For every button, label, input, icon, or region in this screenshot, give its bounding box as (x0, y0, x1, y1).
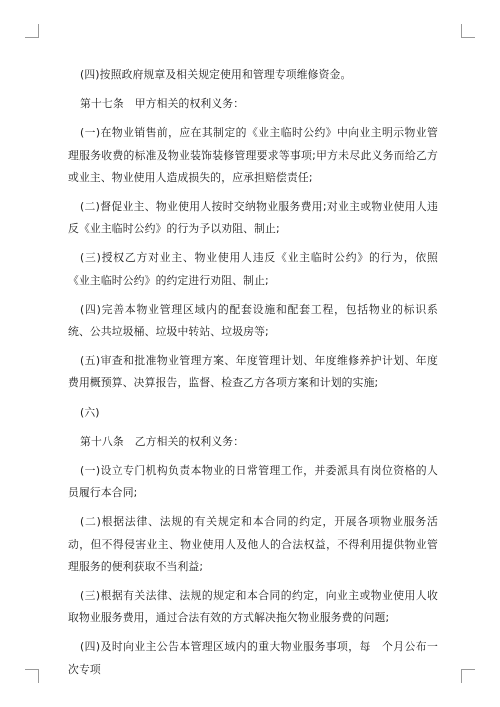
paragraph: (四)及时向业主公告本管理区域内的重大物业服务事项，每 个月公布一次专项 (68, 640, 438, 676)
paragraph: (六) (80, 405, 100, 419)
crop-mark-top-left-h (25, 37, 39, 38)
paragraph: (一)设立专门机构负责本物业的日常管理工作，并委派具有岗位资格的人员履行本合同; (68, 464, 438, 500)
crop-mark-top-left-v (38, 24, 39, 38)
paragraph: (四)按照政府规章及相关规定使用和管理专项维修资金。 (80, 68, 352, 81)
paragraph: (三)授权乙方对业主、物业使用人违反《业主临时公约》的行为，依照《业主临时公约》的约定进行劝阻、制止; (68, 251, 438, 287)
paragraph: (一)在物业销售前，应在其制定的《业主临时公约》中向业主明示物业管理服务收费的标准及物业装饰装修管理要求等事项;甲方未尽此义务而给乙方或业主、物业使用人造成损失的，应承担赔偿责任; (68, 126, 438, 184)
paragraph: (二)根据法律、法规的有关规定和本合同的约定，开展各项物业服务活动，但不得侵害业主、物业使用人及他人的合法权益，不得利用提供物业管理服务的便利获取不当利益; (68, 515, 438, 573)
crop-mark-top-right-h (461, 37, 475, 38)
paragraph: (五)审查和批准物业管理方案、年度管理计划、年度维修养护计划、年度费用概预算、决算报告，监督、检查乙方各项方案和计划的实施; (68, 354, 438, 390)
paragraph: (四)完善本物业管理区域内的配套设施和配套工程，包括物业的标识系统、公共垃圾桶、垃圾中转站、垃圾房等; (68, 302, 438, 339)
document-body (68, 64, 438, 688)
article-heading: 第十七条 甲方相关的权利义务： (80, 97, 245, 111)
crop-mark-bottom-right-v (461, 669, 462, 683)
article-heading: 第十八条 乙方相关的权利义务： (80, 434, 245, 448)
crop-mark-bottom-right-h (461, 669, 475, 670)
crop-mark-top-right-v (461, 24, 462, 38)
paragraph: (二)督促业主、物业使用人按时交纳物业服务费用;对业主或物业使用人违反《业主临时公约》的行为予以劝阻、制止; (68, 200, 438, 236)
crop-mark-bottom-left-v (38, 669, 39, 683)
crop-mark-bottom-left-h (25, 669, 39, 670)
paragraph: (三)根据有关法律、法规的规定和本合同的约定，向业主或物业使用人收取物业服务费用，通过合法有效的方式解决拖欠物业服务费的问题; (68, 589, 438, 625)
